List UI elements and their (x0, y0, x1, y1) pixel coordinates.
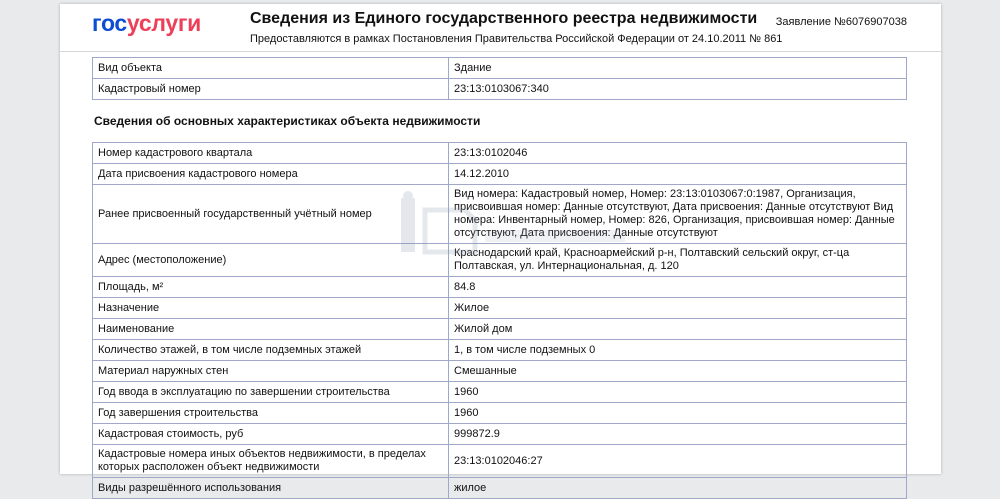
table-row (93, 185, 907, 244)
table-row (93, 382, 907, 403)
table-row (93, 58, 907, 79)
row-label: Количество этажей, в том числе подземных этажей (93, 340, 449, 361)
logo-part-uslugi: услуги (126, 10, 201, 36)
table-row (93, 340, 907, 361)
logo-part-gos: гос (92, 10, 127, 36)
row-label: Ранее присвоенный государственный учётный номер (93, 185, 449, 244)
row-label: Номер кадастрового квартала (93, 143, 449, 164)
row-value: 14.12.2010 (449, 164, 907, 185)
section-title: Сведения об основных характеристиках объекта недвижимости (94, 114, 481, 128)
table-row (93, 445, 907, 478)
table-row (93, 403, 907, 424)
row-value: Жилое (449, 298, 907, 319)
table-row (93, 79, 907, 100)
row-value: Смешанные (449, 361, 907, 382)
row-label: Адрес (местоположение) (93, 244, 449, 277)
document-header (60, 4, 941, 52)
table-row (93, 298, 907, 319)
row-label: Кадастровый номер (93, 79, 449, 100)
table-row (93, 424, 907, 445)
table-row (93, 244, 907, 277)
table-row (93, 361, 907, 382)
row-value: 999872.9 (449, 424, 907, 445)
row-label: Площадь, м² (93, 277, 449, 298)
row-label: Материал наружных стен (93, 361, 449, 382)
table-row (93, 143, 907, 164)
row-label: Виды разрешённого использования (93, 478, 449, 499)
table-row (93, 277, 907, 298)
document-sheet (60, 4, 941, 494)
gosuslugi-logo (92, 10, 201, 37)
row-value: 1960 (449, 403, 907, 424)
row-label: Назначение (93, 298, 449, 319)
table-row (93, 478, 907, 499)
row-label: Кадастровые номера иных объектов недвижимости, в пределах которых расположен объект недвижимости (93, 445, 449, 478)
row-value: жилое (449, 478, 907, 499)
row-label: Год завершения строительства (93, 403, 449, 424)
row-label: Вид объекта (93, 58, 449, 79)
table-row (93, 164, 907, 185)
row-label: Дата присвоения кадастрового номера (93, 164, 449, 185)
row-value: 1, в том числе подземных 0 (449, 340, 907, 361)
object-table (92, 57, 907, 100)
row-value: 23:13:0102046 (449, 143, 907, 164)
row-value: 84.8 (449, 277, 907, 298)
table-row (93, 319, 907, 340)
row-value: Вид номера: Кадастровый номер, Номер: 23:13:0103067:0:1987, Организация, присвоившая номер: Данные отсутствуют, Дата присвоения: Данные отсутствуют Вид номера: Инвентарный номер, Номер: 826, Организация, присвоившая номер: Данные отсутствуют, Дата присвоения: Данные отсутствуют (449, 185, 907, 244)
application-number: Заявление №6076907038 (775, 16, 907, 28)
row-label: Кадастровая стоимость, руб (93, 424, 449, 445)
characteristics-table (92, 142, 907, 499)
row-value: 23:13:0103067:340 (449, 79, 907, 100)
row-value: 1960 (449, 382, 907, 403)
row-label: Год ввода в эксплуатацию по завершении строительства (93, 382, 449, 403)
row-label: Наименование (93, 319, 449, 340)
document-title: Сведения из Единого государственного реестра недвижимости (250, 10, 758, 27)
row-value: Краснодарский край, Красноармейский р-н, Полтавский сельский округ, ст-ца Полтавская, ул. Интернациональная, д. 120 (449, 244, 907, 277)
row-value: 23:13:0102046:27 (449, 445, 907, 478)
row-value: Здание (449, 58, 907, 79)
row-value: Жилой дом (449, 319, 907, 340)
document-subtitle: Предоставляются в рамках Постановления Правительства Российской Федерации от 24.10.2011 № 861 (250, 33, 783, 45)
